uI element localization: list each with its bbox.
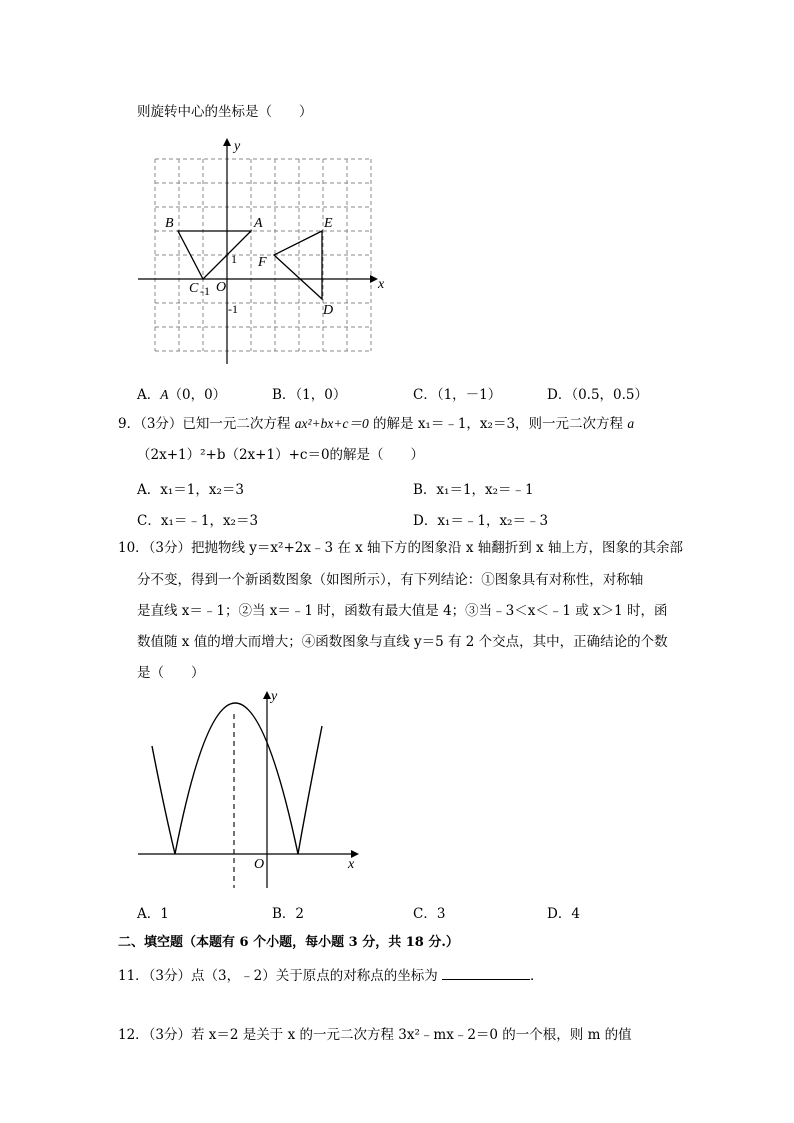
label-e: E [324,216,333,231]
y-axis-label: y [234,139,241,154]
q10-line2: 分不变，得到一个新函数图象（如图所示），有下列结论：①图象具有对称性，对称轴 [137,572,644,588]
q9-option-a: A．x₁＝1，x₂＝3 [137,482,244,498]
tick-neg-one-y: -1 [228,302,238,316]
label-f: F [258,255,267,270]
label-c: C [189,281,199,296]
q9-line1: 9．（3分）已知一元二次方程 ax²+bx+c＝0 的解是 x₁＝﹣1，x₂＝3，则一元二次方程 a [118,416,635,432]
folded-parabola-curve [152,703,322,854]
label-d: D [323,303,334,318]
q10-option-d: D．4 [547,906,580,922]
q9-option-b: B．x₁＝1，x₂＝﹣1 [413,482,534,498]
origin-label: O [254,857,265,872]
q10-option-c: C．3 [413,906,446,922]
label-a: A [254,216,263,231]
y-axis-label: y [271,689,278,704]
q8-grid-figure [130,132,400,372]
q8-option-c: C．（1，－1） [413,387,502,403]
y-axis-arrow [223,138,231,146]
q10-line5: 是（ ） [137,665,205,681]
q10-option-a: A．1 [137,906,169,922]
q8-prompt: 则旋转中心的坐标是（ ） [137,104,313,120]
section-heading-fill-in: 二、填空题（本题有 6 个小题，每小题 3 分，共 18 分.） [118,935,459,950]
triangle-efd [274,231,322,299]
x-axis-label: x [378,277,385,292]
q9-line2: （2x+1）²+b（2x+1）+c＝0的解是（ ） [137,447,425,463]
tick-neg-one-x: -1 [200,284,210,298]
q11-answer-blank[interactable] [442,967,530,980]
q10-line1: 10．（3分）把抛物线 y＝x²+2x﹣3 在 x 轴下方的图象沿 x 轴翻折到 x 轴上方，图象的其余部 [118,540,683,556]
x-axis-label: x [348,857,355,872]
q9-option-c: C．x₁＝﹣1，x₂＝3 [137,513,259,529]
y-axis-arrow [263,691,271,699]
q10-line3: 是直线 x＝﹣1；②当 x＝﹣1 时，函数有最大值是 4；③当﹣3＜x＜﹣1 或 x＞1 时，函 [137,603,668,619]
q8-option-b: B．（1，0） [272,387,347,403]
q8-option-d: D．（0.5，0.5） [547,387,649,403]
tick-one-y: 1 [231,252,237,266]
q10-line4: 数值随 x 值的增大而增大；④函数图象与直线 y＝5 有 2 个交点，其中，正确结论的个数 [137,634,668,650]
origin-label: O [216,280,227,295]
q8-option-a: A．A（0，0） [137,387,227,403]
x-axis-arrow [370,275,378,283]
label-b: B [165,216,174,231]
q10-option-b: B．2 [272,906,305,922]
q9-option-d: D．x₁＝﹣1，x₂＝﹣3 [413,513,549,529]
q11: 11．（3分）点（3，﹣2）关于原点的对称点的坐标为 ． [118,968,544,984]
q12: 12．（3分）若 x＝2 是关于 x 的一元二次方程 3x²﹣mx﹣2＝0 的一个根，则 m 的值 [118,1027,632,1043]
q10-function-graph [130,688,370,893]
